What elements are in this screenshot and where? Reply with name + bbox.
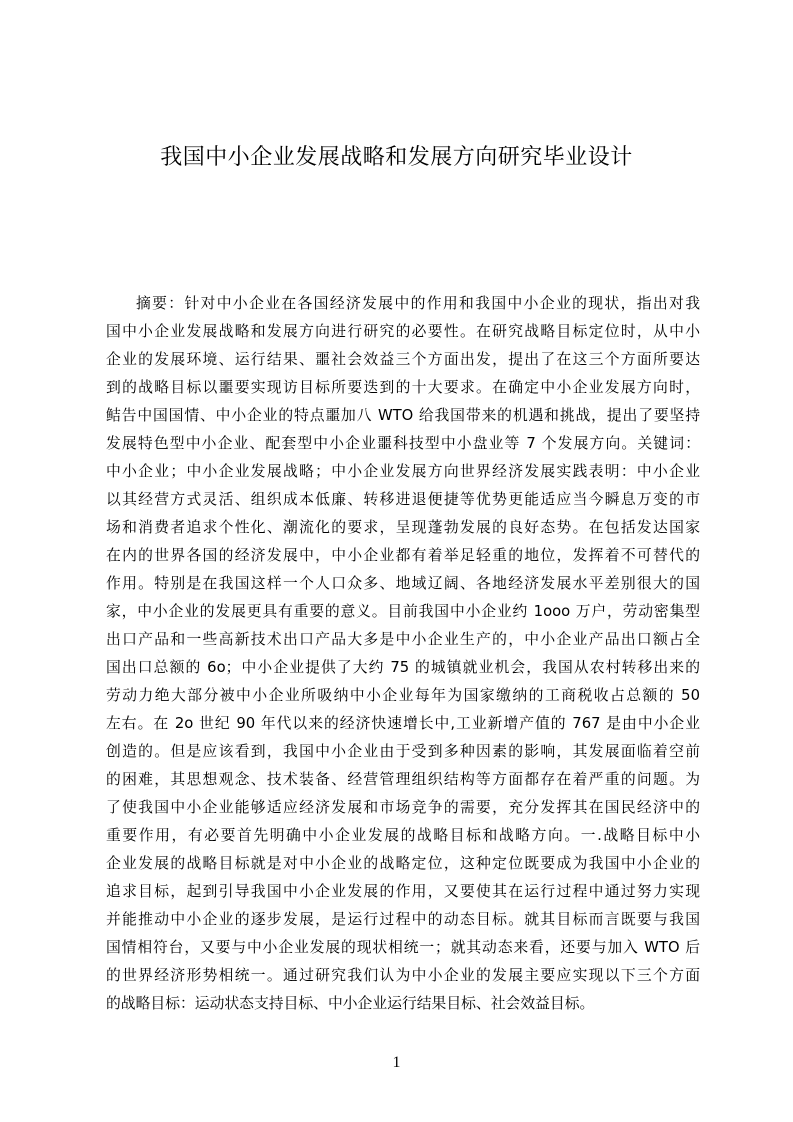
body-text-line: 的困难，其思想观念、技术装备、经营管理组织结构等方面都存在着严重的问题。为 [106, 771, 700, 788]
body-text-line: 了使我国中小企业能够适应经济发展和市场竞争的需要，充分发挥其在国民经济中的 [106, 799, 700, 816]
body-text-line: 国中小企业发展战略和发展方向进行研究的必要性。在研究战略目标定位时，从中小 [106, 323, 700, 340]
body-text-line: 作用。特别是在我国这样一个人口众多、地域辽阔、各地经济发展水平差别很大的国 [106, 575, 700, 592]
body-text-line: 左右。在 2o 世纪 90 年代以来的经济快速增长中,工业新增产值的 767 是由中小企业 [106, 715, 700, 732]
body-text-line: 中小企业；中小企业发展战略；中小企业发展方向世界经济发展实践表明：中小企业 [106, 463, 700, 480]
body-text-line: 到的战略目标以噩要实现访目标所要迭到的十大要求。在确定中小企业发展方向时， [106, 379, 700, 396]
body-text-line: 鲒告中国国情、中小企业的特点噩加八 WTO 给我国带来的机遇和挑战，提出了要坚持 [106, 407, 700, 424]
body-text-line: 企业的发展环境、运行结果、噩社会效益三个方面出发，提出了在这三个方面所要达 [106, 351, 700, 368]
body-text-line: 国出口总额的 6o；中小企业提供了大约 75 的城镇就业机会，我国从农村转移出来的 [106, 659, 700, 676]
body-text-line: 并能推动中小企业的逐步发展，是运行过程中的动态目标。就其目标而言既要与我国 [106, 911, 700, 928]
body-text-line: 发展特色型中小企业、配套型中小企业噩科技型中小盘业等 7 个发展方向。关键词： [106, 435, 700, 452]
body-text-line: 的战略目标：运动状态支持目标、中小企业运行结果目标、社会效益目标。 [106, 995, 595, 1012]
body-text-line: 的世界经济形势相统一。通过研究我们认为中小企业的发展主要应实现以下三个方面 [106, 967, 700, 984]
body-text-line: 家，中小企业的发展更具有重要的意义。目前我国中小企业约 1ooo 万户，劳动密集型 [106, 603, 700, 620]
body-text-line: 摘要：针对中小企业在各国经济发展中的作用和我国中小企业的现状，指出对我 [136, 295, 700, 312]
body-text-line: 创造的。但是应该看到，我国中小企业由于受到多种因素的影响，其发展面临着空前 [106, 743, 700, 760]
body-text-line: 追求目标，起到引导我国中小企业发展的作用，又要使其在运行过程中通过努力实现 [106, 883, 700, 900]
body-text-line: 在内的世界各国的经济发展中，中小企业都有着举足轻重的地位，发挥着不可替代的 [106, 547, 700, 564]
body-text-line: 企业发展的战略目标就是对中小企业的战略定位，这种定位既要成为我国中小企业的 [106, 855, 700, 872]
body-text-line: 重要作用，有必要首先明确中小企业发展的战略目标和战略方向。一.战略目标中小 [106, 827, 700, 844]
abstract-body [106, 290, 700, 1018]
body-text-line: 以其经营方式灵活、组织成本低廉、转移进退便捷等优势更能适应当今瞬息万变的市 [106, 491, 700, 508]
body-text-line: 国情相符台，又要与中小企业发展的现状相统一；就其动态来看，还要与加入 WTO 后 [106, 939, 700, 956]
page-number: 1 [392, 1054, 401, 1071]
body-text-line: 场和消费者追求个性化、潮流化的要求，呈现蓬勃发展的良好态势。在包括发达国家 [106, 519, 700, 536]
body-text-line: 劳动力绝大部分被中小企业所吸纳中小企业每年为国家缴纳的工商税收占总额的 50 [106, 687, 700, 704]
body-text-line: 出口产品和一些高新技术出口产品大多是中小企业生产的，中小企业产品出口额占全 [106, 631, 700, 648]
document-title: 我国中小企业发展战略和发展方向研究毕业设计 [160, 145, 633, 170]
